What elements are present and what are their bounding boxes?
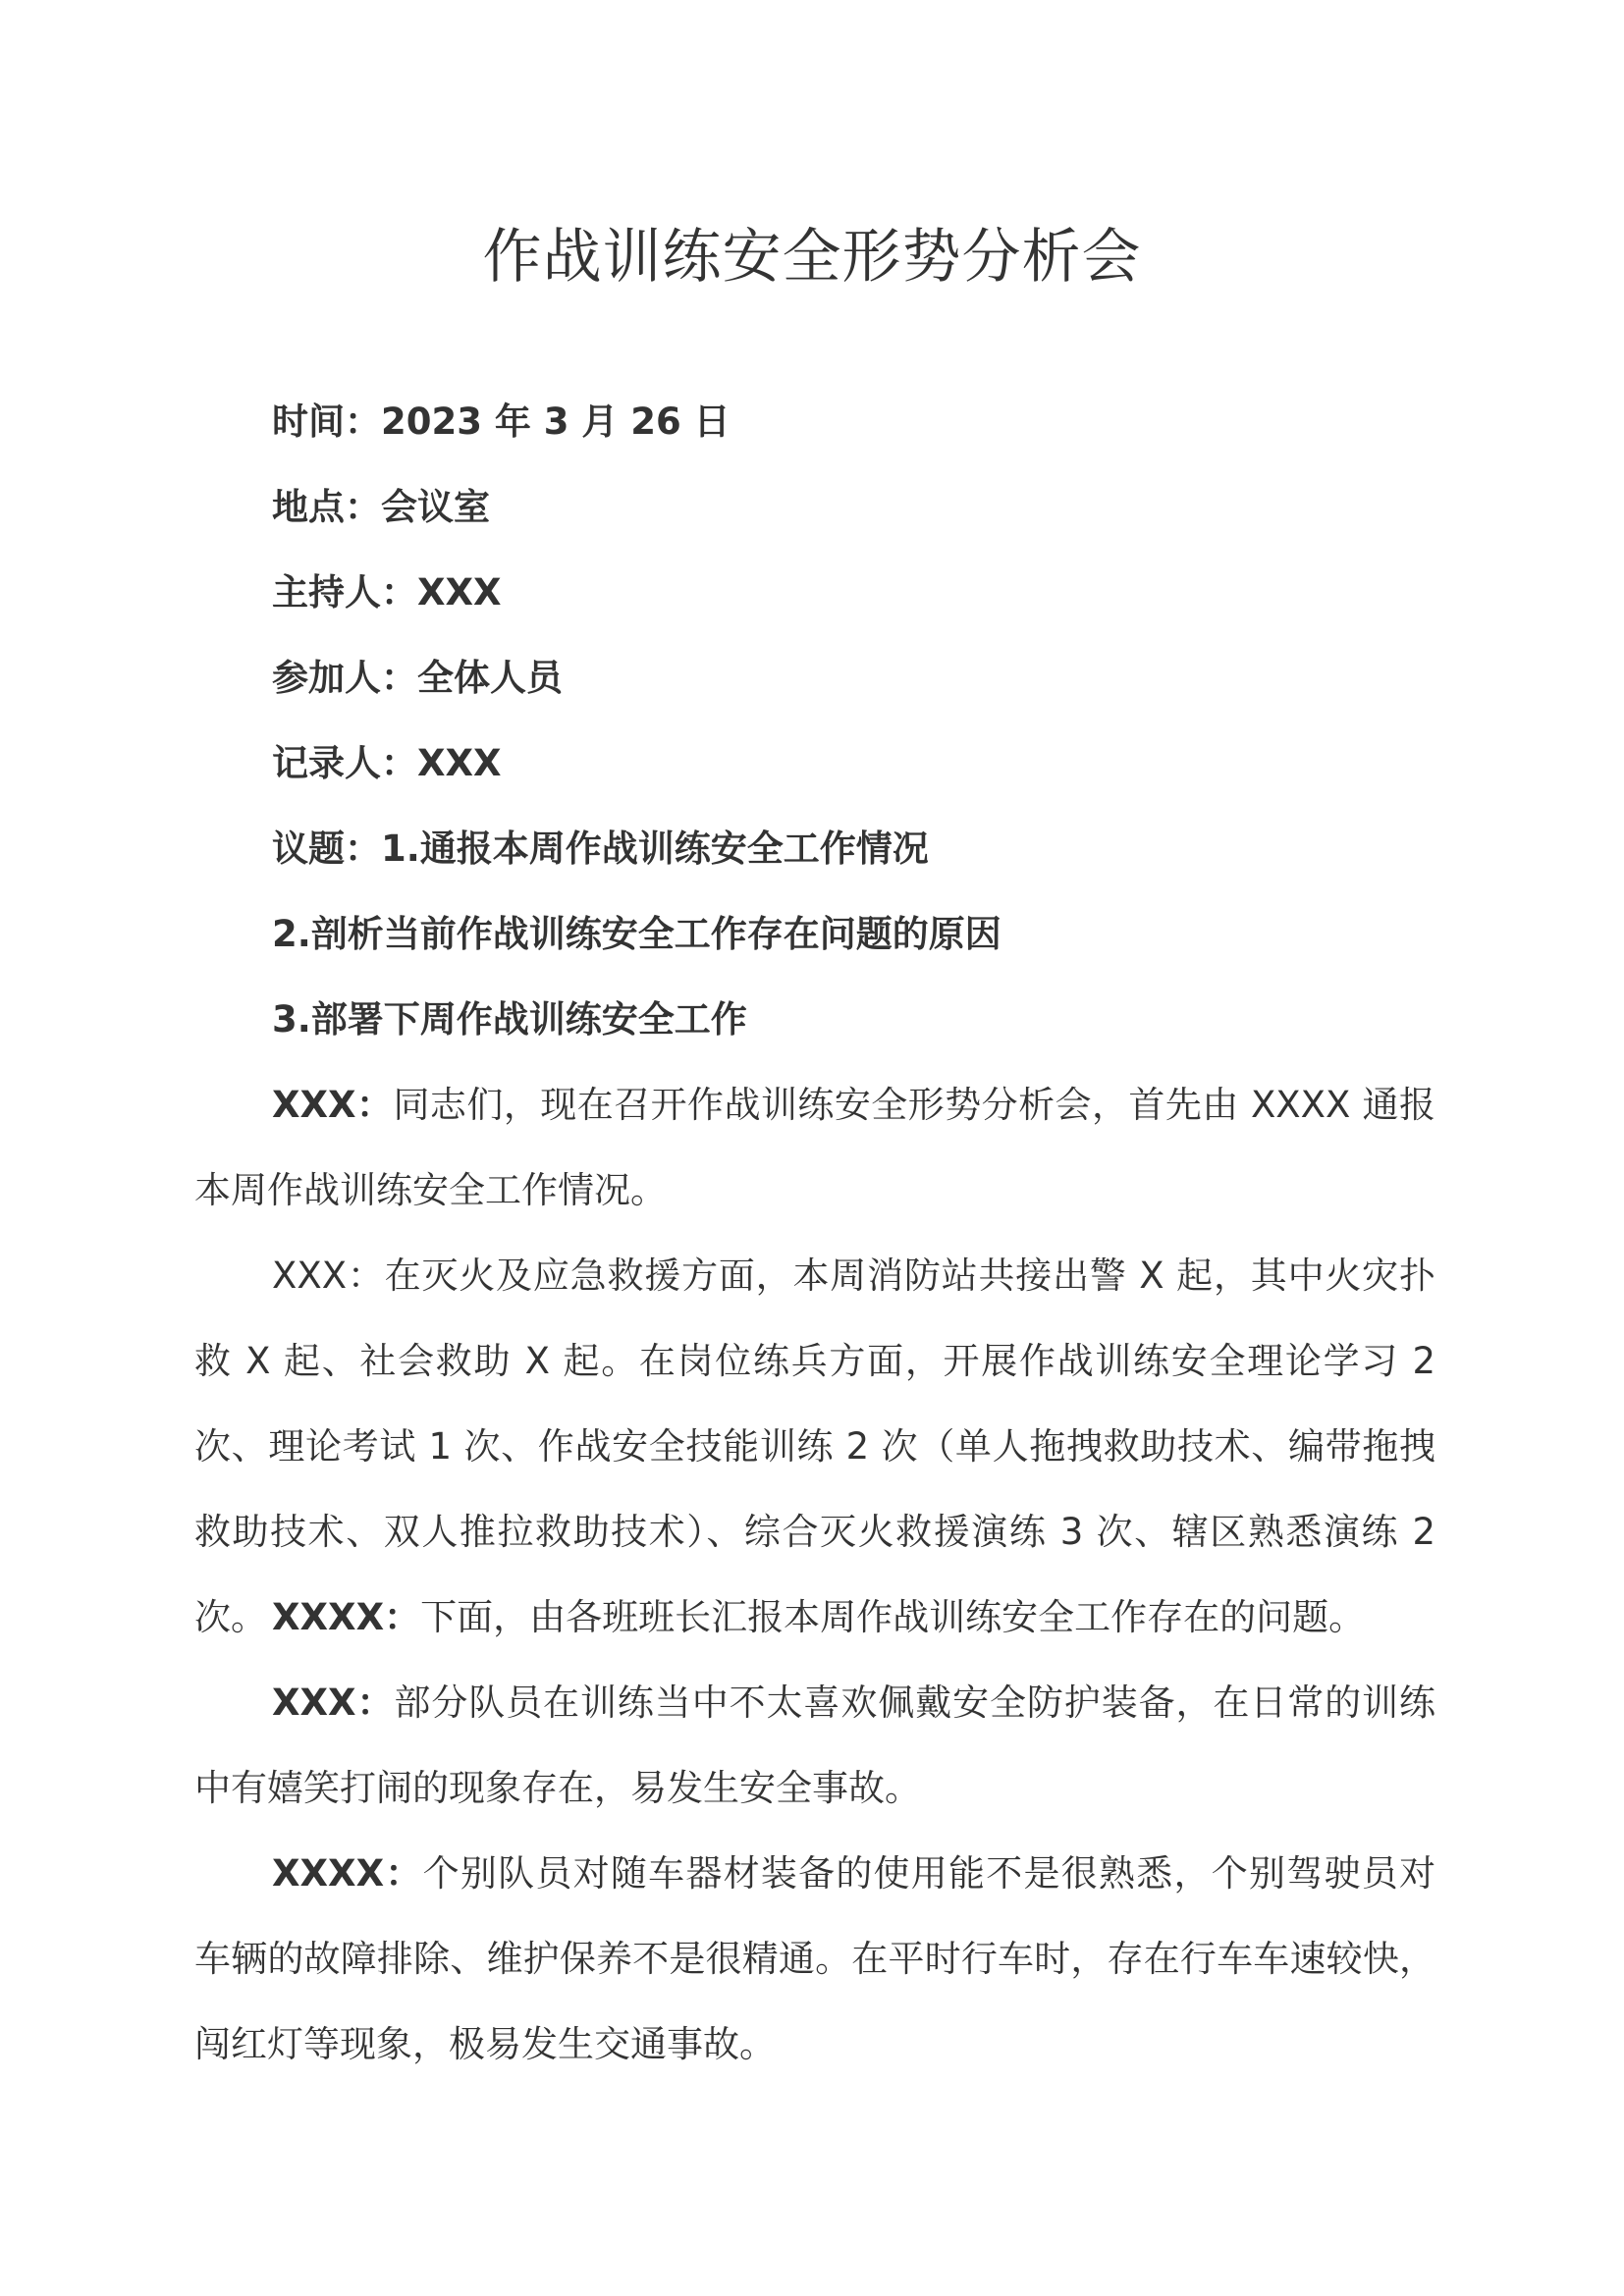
meeting-host: 主持人：XXX (272, 571, 502, 614)
meeting-time: 时间：2023 年 3 月 26 日 (272, 400, 731, 443)
meeting-agenda-item-2: 2.剖析当前作战训练安全工作存在问题的原因 (272, 913, 1001, 955)
paragraph-text: 下面，由各班班长汇报本周作战训练安全工作存在的问题。 (420, 1596, 1366, 1638)
meeting-agenda-item-1: 议题：1.通报本周作战训练安全工作情况 (272, 828, 929, 870)
meeting-recorder: 记录人：XXX (272, 742, 502, 784)
speaker-label: XXX： (272, 1084, 394, 1126)
paragraph-text: 同志们，现在召开作战训练安全形势分析会，首先由 XXXX 通报本周作战训练安全工作情况。 (194, 1084, 1435, 1211)
meeting-place: 地点：会议室 (272, 486, 490, 528)
meeting-attendees: 参加人：全体人员 (272, 657, 563, 699)
paragraph-text: XXX：在灭火及应急救援方面，本周消防站共接出警 X 起，其中火灾扑救 X 起、社会救助 X 起。在岗位练兵方面，开展作战训练安全理论学习 2 次、理论考试 1 次、作战安全技能训练 2 次（单人拖拽救助技术、编带拖拽救助技术、双人推拉救助技术）、综合灭火救援演练 3 次、辖区熟悉演练 2 次。 (194, 1255, 1435, 1638)
speaker-label: XXX： (272, 1682, 395, 1724)
meeting-agenda-item-3: 3.部署下周作战训练安全工作 (272, 998, 747, 1041)
paragraph-text: 部分队员在训练当中不太喜欢佩戴安全防护装备，在日常的训练中有嬉笑打闹的现象存在，易发生安全事故。 (194, 1682, 1435, 1809)
speaker-label: XXXX： (272, 1596, 421, 1638)
paragraph-text: 个别队员对随车器材装备的使用能不是很熟悉，个别驾驶员对车辆的故障排除、维护保养不是很精通。在平时行车时，存在行车车速较快，闯红灯等现象，极易发生交通事故。 (194, 1852, 1436, 2065)
minutes-paragraph (194, 1831, 1435, 2087)
minutes-paragraph (194, 1062, 1435, 1233)
document-title: 作战训练安全形势分析会 (482, 223, 1142, 292)
minutes-paragraph (194, 1575, 1435, 1660)
minutes-paragraph (194, 1660, 1435, 1831)
speaker-label: XXXX： (272, 1852, 423, 1895)
